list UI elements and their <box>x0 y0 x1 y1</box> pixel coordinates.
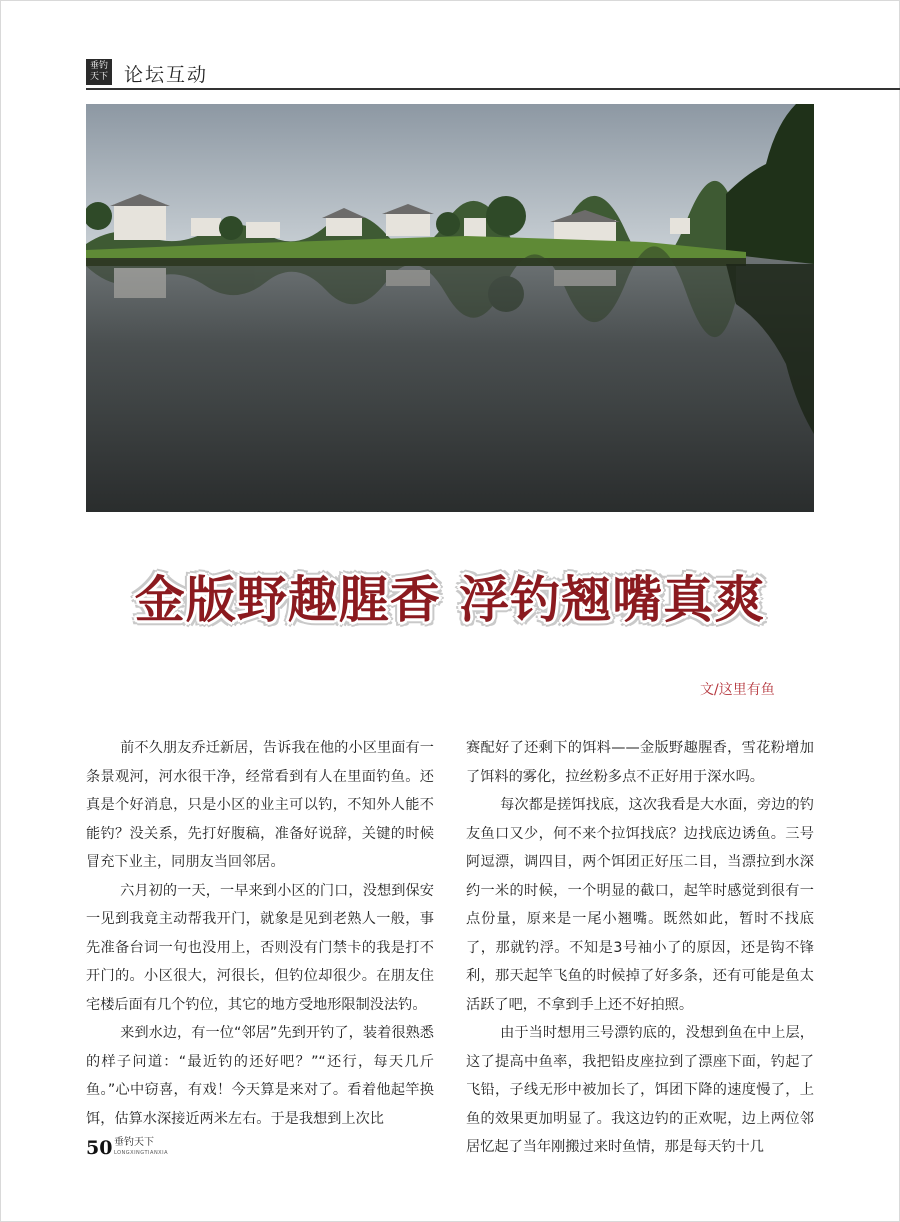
article-column-right <box>466 734 814 1162</box>
paragraph: 来到水边，有一位“邻居”先到开钓了，装着很熟悉的样子问道：“最近钓的还好吧？”“还行，每天几斤鱼。”心中窃喜，有戏！今天算是来对了。看着他起竿换饵，估算水深接近两米左右。于是我想到上次比 <box>86 1025 434 1127</box>
section-header <box>86 58 900 88</box>
footer-logo-subtitle: LONGXINGTIANXIA <box>114 1150 169 1156</box>
page-number: 50 <box>86 1137 113 1159</box>
paragraph: 前不久朋友乔迁新居，告诉我在他的小区里面有一条景观河，河水很干净，经常看到有人在里面钓鱼。还真是个好消息，只是小区的业主可以钓，不知外人能不能钓？没关系，先打好腹稿，准备好说辞，关键的时候冒充下业主，同朋友当回邻居。 <box>86 740 434 870</box>
lake-villas-photo <box>86 104 814 512</box>
magazine-logo: 垂钓天下 <box>86 59 112 85</box>
paragraph: 每次都是搓饵找底，这次我看是大水面，旁边的钓友鱼口又少，何不来个拉饵找底？边找底边诱鱼。三号阿逗漂，调四目，两个饵团正好压二目，当漂拉到水深约一米的时候，一个明显的截口，起竿时感觉到很有一点份量，原来是一尾小翘嘴。既然如此，暂时不找底了，那就钓浮。不知是3号袖小了的原因，还是钩不锋利，那天起竿飞鱼的时候掉了好多条，还有可能是鱼太活跃了吧，不拿到手上还不好拍照。 <box>466 797 814 1013</box>
article-column-left <box>86 734 434 1133</box>
footer-logo: 垂钓天下 <box>114 1137 154 1148</box>
paragraph: 赛配好了还剩下的饵料——金版野趣腥香，雪花粉增加了饵料的雾化，拉丝粉多点不正好用于深水吗。 <box>466 740 814 785</box>
paragraph: 六月初的一天，一早来到小区的门口，没想到保安一见到我竟主动帮我开门，就象是见到老熟人一般，事先准备台词一句也没用上，否则没有门禁卡的我是打不开门的。小区很大，河很长，但钓位却很少。在朋友住宅楼后面有几个钓位，其它的地方受地形限制没法钓。 <box>86 882 434 1013</box>
paragraph: 由于当时想用三号漂钓底的，没想到鱼在中上层，这了提高中鱼率，我把铅皮座拉到了漂座下面，钓起了飞铅，子线无形中被加长了，饵团下降的速度慢了，上鱼的效果更加明显了。我这边钓的正欢呢，边上两位邻居忆起了当年刚搬过来时鱼情，那是每天钓十几 <box>466 1025 814 1155</box>
article-title: 金版野趣腥香 浮钓翘嘴真爽 <box>134 571 766 629</box>
article-byline: 文/这里有鱼 <box>700 682 775 698</box>
section-title: 论坛互动 <box>124 64 209 86</box>
header-divider <box>86 88 900 90</box>
